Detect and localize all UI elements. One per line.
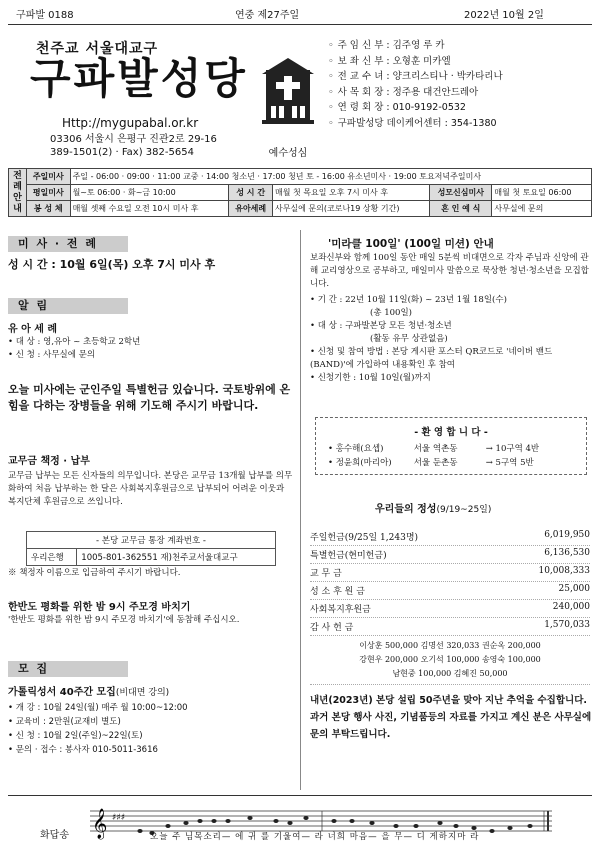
- account-table: [26, 531, 276, 566]
- staff-item: ◦ 보 좌 신 부 : 오형훈 미카엘: [328, 55, 451, 67]
- psalm-lyrics: 오늘 주 님목소리— 에 귀 를 기울여— 라 너희 마음— 을 무— 디 게하지마 라: [150, 832, 480, 842]
- bible-course-list: [8, 701, 293, 757]
- schedule-label: 주일미사: [27, 169, 71, 185]
- parish-url[interactable]: Http://mygupabal.or.kr: [62, 116, 199, 130]
- schedule-value: 주일 - 06:00 · 09:00 · 11:00 교중 · 14:00 청소년 · 17:00 청년 토 - 16:00 유소년미사 · 19:00 토요저녁주일미사: [70, 169, 591, 185]
- offering-row: 성 소 후 원 금 25,000: [310, 582, 590, 600]
- logo-caption: 예수성심: [268, 148, 308, 159]
- liturgy-schedule-table: [8, 168, 592, 217]
- schedule-side-label: 전례안내: [9, 169, 27, 217]
- parish-name: 구파발성당: [30, 54, 248, 103]
- list-item: • 신청기한 : 10월 10일(월)까지: [310, 373, 431, 383]
- issue-number: 구파발 0188: [16, 10, 74, 21]
- psalm-label: 화답송: [40, 830, 69, 841]
- issue-date: 2022년 10월 2일: [464, 10, 544, 21]
- footer-divider: [8, 795, 592, 796]
- list-item: • 교육비 : 2만원(교재비 별도): [8, 717, 121, 727]
- list-item: (활동 유무 상관없음): [370, 334, 448, 344]
- schedule-value: 매월 셋째 수요일 오전 10시 미사 후: [70, 201, 229, 217]
- staff-item: ◦ 연 령 회 장 : 010-9192-0532: [328, 102, 466, 113]
- anniversary-notice: 내년(2023년) 본당 설립 50주년을 맞아 지난 추억을 수집합니다. 과거 본당 행사 사진, 기념품등의 자료를 가지고 계신 분은 사무실에 문의 부탁드립니다.: [310, 695, 592, 740]
- offering-row: 감 사 헌 금 1,570,033: [310, 618, 590, 636]
- schedule-label: 혼 인 예 식: [430, 201, 492, 217]
- miracle-100-list: [310, 294, 593, 385]
- liturgical-week: 연중 제27주일: [235, 10, 300, 21]
- schedule-label: 평일미사: [27, 185, 71, 201]
- staff-item: ◦ 전 교 수 녀 : 양크리스티나 · 박카타리나: [328, 71, 503, 82]
- list-item: • 신청 및 참여 방법 : 본당 게시판 포스터 QR코드로 '네이버 밴드(BAND)'에 가입하여 내용확인 후 참여: [310, 347, 553, 370]
- schedule-label: 봉 성 체: [27, 201, 71, 217]
- offering-row: 교 무 금 10,008,333: [310, 564, 590, 582]
- bible-course-title: 가톨릭성서 40주간 모집: [8, 687, 116, 698]
- offering-heading: [375, 500, 491, 515]
- bible-course-heading: [8, 683, 293, 698]
- section-notice-title: 알 림: [8, 298, 128, 314]
- tithe-text: 교무금 납부는 모든 신자들의 의무입니다. 본당은 교무금 13개월 납부를 의무화하여 처음 납부하는 한 달은 사회복지후원금으로 납부되어 어려운 이웃과 복지단체 후원금으로 쓰입니다.: [8, 471, 293, 507]
- schedule-value: 사무실에 문의(코로나19 상황 기간): [272, 201, 429, 217]
- schedule-value: 월~토 06:00 · 화~금 10:00: [70, 185, 229, 201]
- thanks-donors: 이상훈 500,000 김명선 320,033 권순옥 200,000 강현우 200,000 오기석 100,000 송영숙 100,000 남현중 100,000 김혜진 50,000: [310, 636, 590, 685]
- list-item: (총 100일): [370, 308, 412, 318]
- account-bank: 우리은행: [27, 549, 77, 566]
- phone-line: 389-1501(2) · Fax) 382-5654: [50, 147, 194, 158]
- section-mass-title: 미 사 · 전 례: [8, 236, 128, 252]
- holy-hour-line: [8, 257, 293, 273]
- offering-title: 우리들의 정성: [375, 504, 437, 515]
- tithe-title: 교무금 책정 · 납부: [8, 456, 90, 467]
- baptism-list: [8, 336, 293, 362]
- staff-item: ◦ 구파발성당 데이케어센터 : 354-1380: [328, 117, 497, 129]
- holy-hour-label: 성 시 간: [8, 258, 48, 271]
- address-line: 03306 서울시 은평구 진관2로 29-16: [50, 134, 217, 145]
- miracle-100-text: 보좌신부와 함께 100일 동안 매일 5분씩 비대면으로 각자 주님과 신앙에 관해 교리영상으로 공부하고, 매일미사 말씀으로 묵상한 청년·청소년을 모집합니다.: [310, 253, 589, 289]
- list-item: • 문의 · 접수 : 봉사자 010-5011-3616: [8, 745, 158, 755]
- bible-course-subtitle: (비대면 강의): [115, 688, 170, 698]
- schedule-value: 매월 첫 토요일 06:00: [492, 185, 592, 201]
- diocese-name: 천주교 서울대교구: [36, 41, 159, 57]
- svg-text:𝄞: 𝄞: [92, 809, 108, 839]
- account-number: 1005-801-362551 재)천주교서울대교구: [77, 549, 276, 566]
- schedule-label: 성 시 간: [229, 185, 273, 201]
- offering-row: 특별헌금(현미헌금) 6,136,530: [310, 546, 590, 564]
- list-item: • 기 간 : 22년 10월 11일(화) ~ 23년 1월 18일(수): [310, 295, 507, 305]
- list-item: • 개 강 : 10월 24일(월) 매주 월 10:00~12:00: [8, 703, 188, 713]
- schedule-label: 유아세례: [229, 201, 273, 217]
- offering-row: 주일헌금(9/25일 1,243명) 6,019,950: [310, 528, 590, 546]
- welcome-list: [328, 442, 586, 470]
- account-header: - 본당 교무금 통장 계좌번호 -: [27, 532, 276, 549]
- military-sunday-notice: 오늘 미사에는 군인주일 특별헌금 있습니다. 국토방위에 온 힘을 다하는 장병들을 위해 기도해 주시기 바랍니다.: [8, 383, 291, 412]
- staff-list: [328, 38, 503, 131]
- section-recruit-title: 모 집: [8, 661, 128, 677]
- header-divider: [8, 24, 592, 25]
- peace-prayer-title: 한반도 평화를 위한 밤 9시 주모경 바치기: [8, 602, 191, 613]
- welcome-title: - 환 영 합 니 다 -: [414, 427, 488, 438]
- list-item: • 대 상 : 영,유아 ~ 초등학교 2학년: [8, 337, 141, 347]
- miracle-100-title: '미라클 100일' (100일 미션) 안내: [328, 238, 494, 250]
- holy-hour-value: : 10월 6일(목) 오후 7시 미사 후: [51, 258, 216, 271]
- baptism-title: 유 아 세 례: [8, 324, 58, 335]
- parish-address: [50, 133, 217, 159]
- schedule-value: 매월 첫 목요일 오후 7시 미사 후: [272, 185, 429, 201]
- offering-table: [310, 528, 590, 685]
- list-item: • 신 청 : 10월 2일(주일)~22일(토): [8, 731, 143, 741]
- column-divider: [300, 230, 301, 790]
- account-note: ※ 책정자 이름으로 입금하여 주시기 바랍니다.: [8, 568, 181, 578]
- welcome-item: • 홍수해(요셉) 서울 역촌동 → 10구역 4반: [328, 444, 540, 454]
- schedule-label: 성모신심미사: [430, 185, 492, 201]
- welcome-box: [315, 417, 587, 475]
- welcome-item: • 정윤희(마리아) 서울 둔촌동 → 5구역 5반: [328, 458, 534, 468]
- sacred-heart-logo-icon: [258, 56, 318, 156]
- offering-period: (9/19~25일): [436, 505, 492, 515]
- svg-text:♯♯♯: ♯♯♯: [112, 813, 126, 823]
- offering-row: 사회복지후원금 240,000: [310, 600, 590, 618]
- list-item: • 신 청 : 사무실에 문의: [8, 350, 96, 360]
- list-item: • 대 상 : 구파발본당 모든 청년·청소년: [310, 321, 452, 331]
- schedule-value: 사무실에 문의: [492, 201, 592, 217]
- staff-item: ◦ 주 임 신 부 : 김주영 루 카: [328, 40, 445, 51]
- peace-prayer-text: '한반도 평화를 위한 밤 9시 주모경 바치기'에 동참해 주십시오.: [8, 615, 240, 625]
- staff-item: ◦ 사 목 회 장 : 정주용 대건안드레아: [328, 86, 479, 98]
